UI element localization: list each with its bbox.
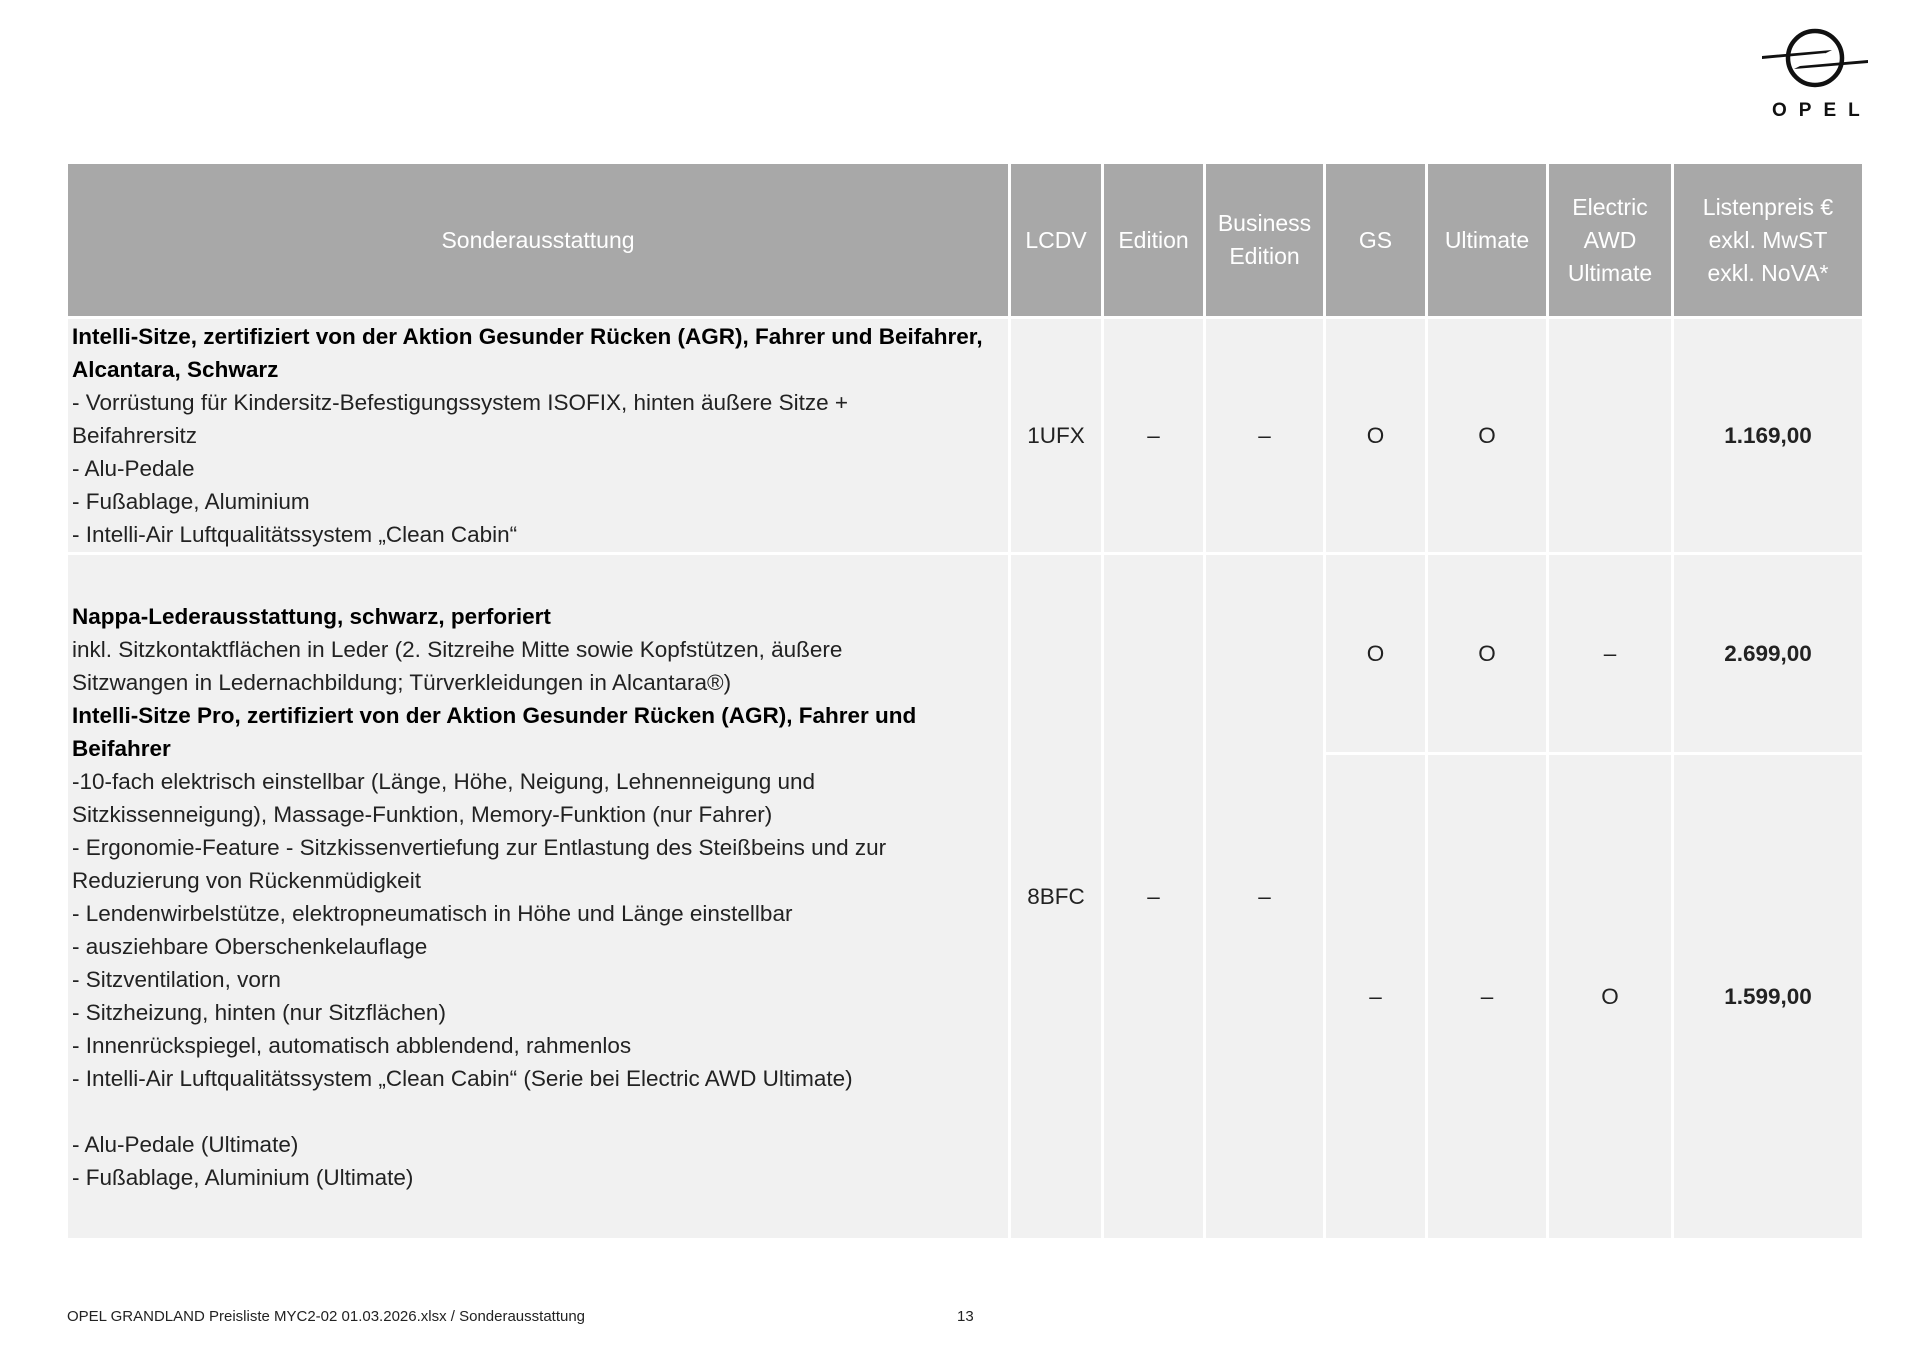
row2-edition: – — [1104, 552, 1206, 1238]
row1-item: - Fußablage, Aluminium — [72, 489, 310, 514]
table-row — [68, 552, 1862, 752]
row2-item: - Alu-Pedale (Ultimate) — [72, 1131, 299, 1157]
row2a-electric-awd-ultimate: – — [1549, 552, 1674, 752]
row2-item: Sitzkissenneigung), Massage-Funktion, Memory-Funktion (nur Fahrer) — [72, 801, 773, 827]
row1-item: - Alu-Pedale — [72, 456, 195, 481]
header-edition: Edition — [1104, 164, 1206, 316]
header-electric-awd-ultimate: Electric AWD Ultimate — [1549, 164, 1674, 316]
row2-item: -10-fach elektrisch einstellbar (Länge, Höhe, Neigung, Lehnenneigung und — [72, 768, 816, 794]
row1-item: - Intelli-Air Luftqualitätssystem „Clean Cabin“ — [72, 522, 518, 547]
header-sonderausstattung: Sonderausstattung — [68, 164, 1011, 316]
row2-item: Reduzierung von Rückenmüdigkeit — [72, 867, 421, 893]
row2-item: inkl. Sitzkontaktflächen in Leder (2. Sitzreihe Mitte sowie Kopfstützen, äußere — [72, 636, 843, 662]
row1-business-edition: – — [1206, 316, 1326, 552]
header-listenpreis: Listenpreis € exkl. MwST exkl. NoVA* — [1674, 164, 1862, 316]
row1-electric-awd-ultimate — [1549, 316, 1674, 552]
opel-logo — [1760, 28, 1870, 128]
row2a-gs: O — [1326, 552, 1428, 752]
row1-lcdv: 1UFX — [1011, 316, 1104, 552]
price-table — [68, 164, 1862, 1238]
row2b-gs: – — [1326, 752, 1428, 1238]
row2b-electric-awd-ultimate: O — [1549, 752, 1674, 1238]
row1-gs: O — [1326, 316, 1428, 552]
row2-business-edition: – — [1206, 552, 1326, 1238]
row2-item: - Innenrückspiegel, automatisch abblendend, rahmenlos — [72, 1032, 632, 1058]
row1-price: 1.169,00 — [1674, 316, 1862, 552]
opel-blitz-icon — [1760, 28, 1870, 90]
footer-page-number: 13 — [957, 1308, 974, 1325]
row2b-ultimate: – — [1428, 752, 1549, 1238]
row2-lcdv: 8BFC — [1011, 552, 1104, 1238]
row2-item: - Fußablage, Aluminium (Ultimate) — [72, 1164, 414, 1190]
row2a-ultimate: O — [1428, 552, 1549, 752]
row2-description — [68, 552, 1011, 1238]
row2-item: - Intelli-Air Luftqualitätssystem „Clean Cabin“ (Serie bei Electric AWD Ultimate) — [72, 1065, 853, 1091]
row2-title: Nappa-Lederausstattung, schwarz, perforiert — [72, 603, 551, 629]
row1-description — [68, 316, 1011, 552]
row2-item: - Ergonomie-Feature - Sitzkissenvertiefung zur Entlastung des Steißbeins und zur — [72, 834, 887, 860]
row2-item: - Sitzventilation, vorn — [72, 966, 281, 992]
row2a-price: 2.699,00 — [1674, 552, 1862, 752]
table-row — [68, 316, 1862, 552]
row1-item: - Vorrüstung für Kindersitz-Befestigungssystem ISOFIX, hinten äußere Sitze + — [72, 390, 848, 415]
row2-subtitle: Intelli-Sitze Pro, zertifiziert von der Aktion Gesunder Rücken (AGR), Fahrer und — [72, 702, 917, 728]
header-ultimate: Ultimate — [1428, 164, 1549, 316]
blank-line — [72, 1095, 996, 1128]
row1-edition: – — [1104, 316, 1206, 552]
row2-item: - ausziehbare Oberschenkelauflage — [72, 933, 428, 959]
row2-item: - Lendenwirbelstütze, elektropneumatisch in Höhe und Länge einstellbar — [72, 900, 793, 926]
table-header-row — [68, 164, 1862, 316]
row1-ultimate: O — [1428, 316, 1549, 552]
header-gs: GS — [1326, 164, 1428, 316]
row2-subtitle-cont: Beifahrer — [72, 735, 171, 761]
row1-title: Intelli-Sitze, zertifiziert von der Aktion Gesunder Rücken (AGR), Fahrer und Beifahrer, — [72, 324, 983, 349]
opel-wordmark: OPEL — [1772, 100, 1872, 121]
row2b-price: 1.599,00 — [1674, 752, 1862, 1238]
row2-item: - Sitzheizung, hinten (nur Sitzflächen) — [72, 999, 446, 1025]
header-business-edition: Business Edition — [1206, 164, 1326, 316]
row2-item: Sitzwangen in Ledernachbildung; Türverkleidungen in Alcantara®) — [72, 669, 732, 695]
footer-document-name: OPEL GRANDLAND Preisliste MYC2-02 01.03.2026.xlsx / Sonderausstattung — [67, 1308, 586, 1325]
row1-title-cont: Alcantara, Schwarz — [72, 357, 279, 382]
row1-item: Beifahrersitz — [72, 423, 198, 448]
header-lcdv: LCDV — [1011, 164, 1104, 316]
